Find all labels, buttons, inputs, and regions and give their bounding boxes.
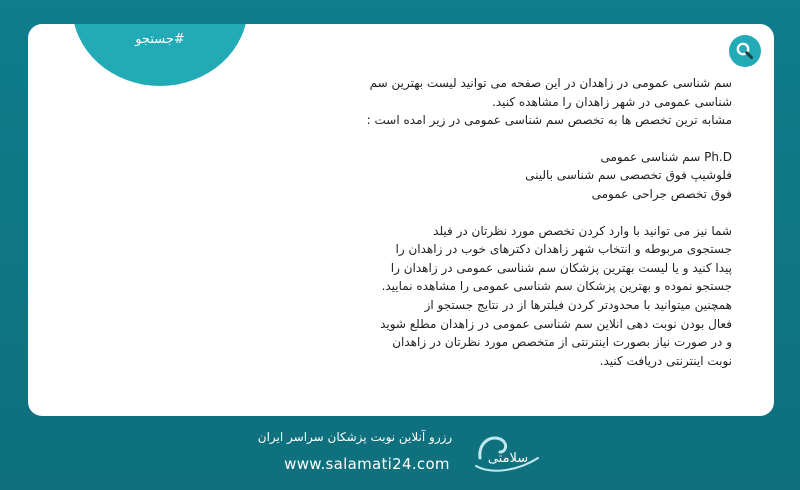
paragraph-line: شما نیز می توانید با وارد کردن تخصص مورد نظرتان در فیلد [433,223,732,238]
salamati-logo [472,428,544,476]
footer-tagline: رزرو آنلاین نوبت پزشکان سراسر ایران [257,430,453,444]
specialty-item: فلوشیپ فوق تخصصی سم شناسی بالینی [525,168,732,183]
search-button[interactable] [729,35,761,67]
paragraph-line: جستجو نموده و بهترین پزشکان سم شناسی عمومی را مشاهده نمایید. [381,279,732,294]
specialty-item: Ph.D سم شناسی عمومی [600,149,732,164]
search-icon [735,41,755,61]
paragraph-line: همچنین میتوانید با محدودتر کردن فیلترها از در نتایج جستجو از [424,297,732,312]
intro-line: مشابه ترین تخصص ها به تخصص سم شناسی عمومی در زیر امده است : [366,113,732,128]
specialty-item: فوق تخصص جراحی عمومی [591,186,732,201]
paragraph-line: نوبت اینترنتی دریافت کنید. [599,353,732,368]
search-tab-label[interactable]: #جستجو [135,32,185,47]
paragraph-line: پیدا کنید و یا لیست بهترین پزشکان سم شناسی عمومی در زاهدان را [390,260,732,275]
footer-url[interactable]: www.salamati24.com [284,455,450,473]
paragraph-line: و در صورت نیاز بصورت اینترنتی از متخصص مورد نظرتان در زاهدان [392,335,732,350]
intro-line: سم شناسی عمومی در زاهدان در این صفحه می توانید لیست بهترین سم [369,76,732,90]
paragraph-line: جستجوی مربوطه و انتخاب شهر زاهدان دکترهای خوب در زاهدان را [395,242,732,257]
intro-line: شناسی عمومی در شهر زاهدان را مشاهده کنید. [492,94,732,109]
content-text [328,74,732,370]
svg-text:سلامتی: سلامتی [487,451,529,466]
paragraph-line: فعال بودن نوبت دهی انلاین سم شناسی عمومی در زاهدان مطلع شوید [380,316,732,331]
content-card [28,24,774,416]
